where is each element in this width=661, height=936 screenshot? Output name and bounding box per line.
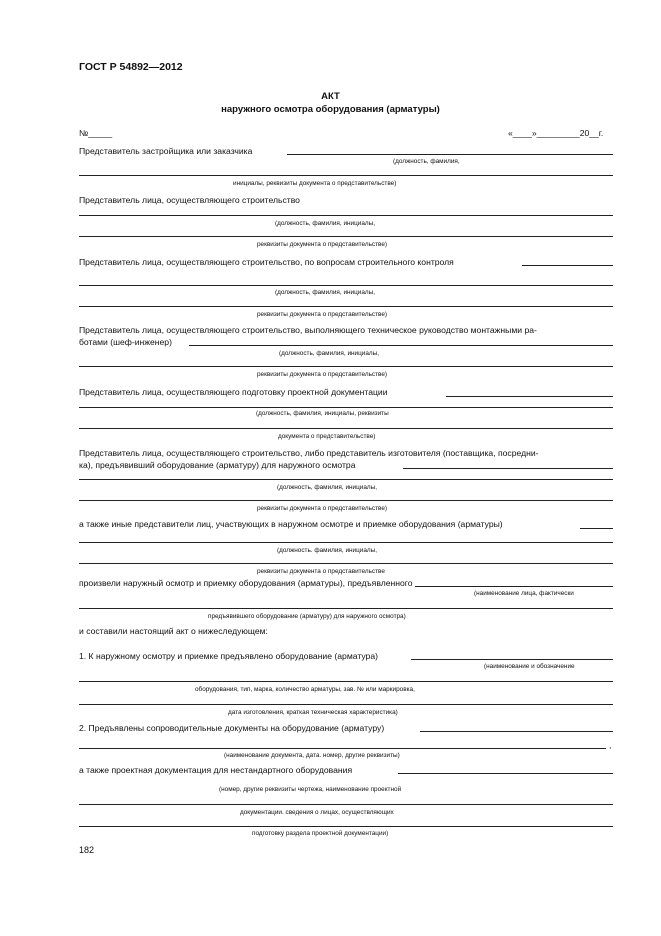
- caption: реквизиты документа о представительстве: [257, 568, 385, 575]
- caption: инициалы, реквизиты документа о представительстве): [233, 180, 397, 187]
- design-rep-input-line3[interactable]: [79, 428, 613, 429]
- caption: (номер, другие реквизиты чертежа, наименование проектной: [219, 786, 402, 793]
- item2-documents-label: 2. Предъявлены сопроводительные документы на оборудование (арматуру): [79, 723, 385, 733]
- developer-rep-input-line2[interactable]: [79, 175, 613, 176]
- manufacturer-rep-label-cont: ка), предъявивший оборудование (арматуру) для наружного осмотра: [79, 460, 356, 470]
- comma: ,: [609, 740, 612, 750]
- caption: (наименование документа, дата. номер, другие реквизиты): [224, 752, 400, 759]
- caption: документа о представительстве): [278, 433, 376, 440]
- caption: (должность. фамилия, инициалы,: [277, 547, 377, 554]
- presented-by-input[interactable]: [415, 586, 613, 587]
- item1-equipment-label: 1. К наружному осмотру и приемке предъявлено оборудование (арматура): [79, 651, 378, 661]
- document-standard-header: ГОСТ Р 54892—2012: [79, 61, 183, 73]
- builder-rep-input-line2[interactable]: [79, 236, 613, 237]
- item1-equipment-input-line2[interactable]: [79, 681, 613, 682]
- other-reps-label: а также иные представители лиц, участвующих в наружном осмотре и приемке оборудования (арматуры): [79, 519, 503, 529]
- presented-by-input-line2[interactable]: [79, 608, 613, 609]
- construction-control-rep-label: Представитель лица, осуществляющего строительство, по вопросам строительного контроля: [79, 257, 454, 267]
- design-rep-input[interactable]: [446, 396, 613, 397]
- statement-intro: и составили настоящий акт о нижеследующем:: [79, 626, 268, 636]
- caption: реквизиты документа о представительстве): [257, 505, 388, 512]
- caption: оборудования, тип, марка, количество арматуры, зав. № или маркировка,: [195, 686, 415, 693]
- caption: документации. сведения о лицах, осуществляющих: [240, 809, 394, 816]
- item1-equipment-input[interactable]: [411, 659, 613, 660]
- other-reps-input-line3[interactable]: [79, 563, 613, 564]
- manufacturer-rep-label: Представитель лица, осуществляющего строительство, либо представитель изготовителя (поставщика, посредни-: [79, 448, 539, 458]
- caption: (должность, фамилия, инициалы, реквизиты: [256, 410, 389, 417]
- caption: (наименование лица, фактически: [474, 590, 574, 597]
- chief-engineer-rep-input-line2[interactable]: [79, 366, 613, 367]
- item2-documents-input[interactable]: [420, 731, 613, 732]
- design-docs-input[interactable]: [398, 773, 613, 774]
- other-reps-input-line2[interactable]: [79, 542, 613, 543]
- chief-engineer-rep-label-cont: ботами (шеф-инженер): [79, 337, 172, 347]
- manufacturer-rep-input-line2[interactable]: [79, 479, 613, 480]
- developer-rep-input[interactable]: [287, 154, 613, 155]
- caption: реквизиты документа о представительстве): [257, 311, 388, 318]
- item2-documents-input-line2[interactable]: [79, 748, 606, 749]
- caption: реквизиты документа о представительстве): [257, 371, 388, 378]
- construction-control-rep-input-line2[interactable]: [79, 285, 613, 286]
- caption: (наименование и обозначение: [484, 663, 575, 670]
- act-date-field[interactable]: «____»_________20__г.: [508, 128, 604, 138]
- caption: (должность, фамилия, инициалы,: [279, 350, 379, 357]
- developer-rep-label: Представитель застройщика или заказчика: [79, 146, 253, 156]
- other-reps-input[interactable]: [580, 528, 613, 529]
- page-number: 182: [79, 845, 95, 855]
- caption: предъявившего оборудование (арматуру) для наружного осмотра): [208, 613, 406, 620]
- caption: (должность, фамилия, инициалы,: [275, 220, 375, 227]
- design-docs-label: а также проектная документация для нестандартного оборудования: [79, 765, 353, 775]
- act-title: АКТ: [321, 91, 340, 102]
- caption: (должность, фамилия,: [393, 158, 460, 165]
- design-rep-input-line2[interactable]: [79, 407, 613, 408]
- manufacturer-rep-input-line3[interactable]: [79, 500, 613, 501]
- chief-engineer-rep-input[interactable]: [189, 345, 613, 346]
- design-rep-label: Представитель лица, осуществляющего подготовку проектной документации: [79, 387, 388, 397]
- caption: реквизиты документа о представительстве): [257, 241, 388, 248]
- builder-rep-input[interactable]: [79, 215, 613, 216]
- design-docs-input-line2[interactable]: [79, 804, 613, 805]
- chief-engineer-rep-label: Представитель лица, осуществляющего строительство, выполняющего техническое руководство монтажными ра-: [79, 325, 537, 335]
- presented-by-label: произвели наружный осмотр и приемку оборудования (арматуры), предъявленного: [79, 578, 413, 588]
- caption: (должность, фамилия, инициалы,: [277, 484, 377, 491]
- manufacturer-rep-input[interactable]: [403, 468, 613, 469]
- builder-rep-label: Представитель лица, осуществляющего строительство: [79, 195, 300, 205]
- design-docs-input-line3[interactable]: [79, 826, 613, 827]
- construction-control-rep-input[interactable]: [522, 265, 613, 266]
- item1-equipment-input-line3[interactable]: [79, 704, 613, 705]
- act-number-field[interactable]: №_____: [79, 128, 113, 138]
- caption: (должность, фамилия, инициалы,: [275, 289, 375, 296]
- construction-control-rep-input-line3[interactable]: [79, 306, 613, 307]
- caption: дата изготовления, краткая техническая характеристика): [228, 709, 398, 716]
- act-subtitle: наружного осмотра оборудования (арматуры): [221, 104, 440, 115]
- caption: подготовку раздела проектной документации): [252, 830, 389, 837]
